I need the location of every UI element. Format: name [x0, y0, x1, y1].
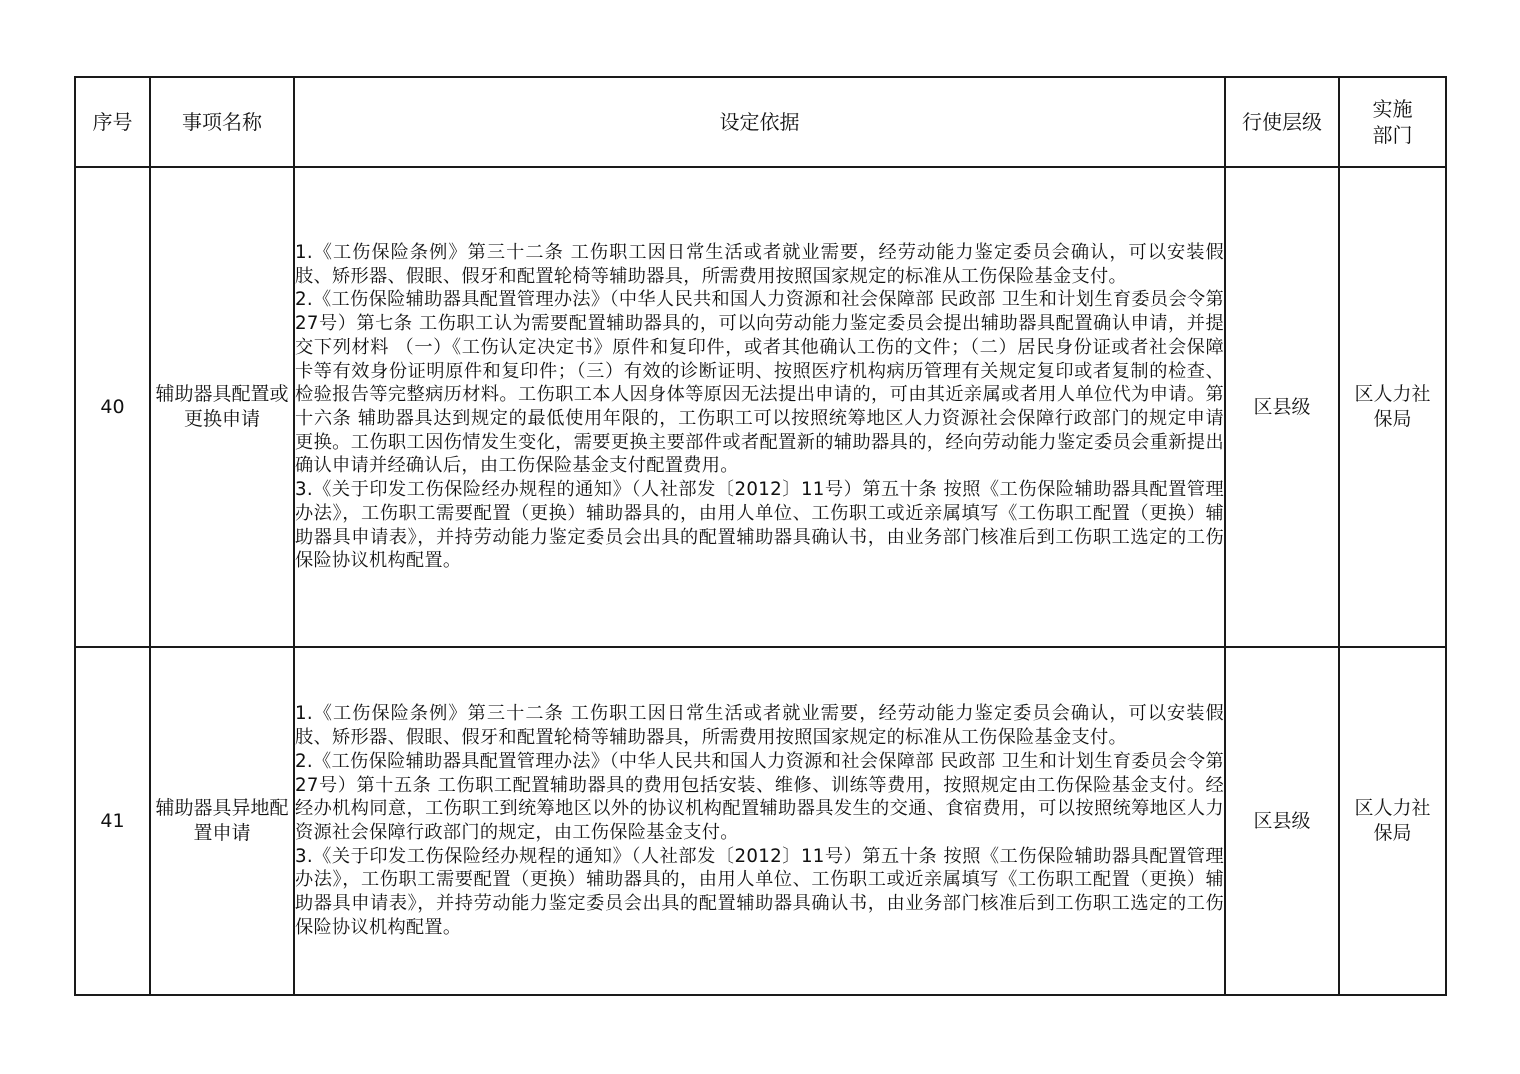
table-row — [75, 647, 1446, 995]
row-index: 40 — [75, 167, 150, 647]
row-basis — [294, 647, 1225, 995]
header-index: 序号 — [75, 77, 150, 167]
row-dept-text: 区人力社保局 — [1354, 797, 1431, 844]
header-dept: 实施 部门 — [1339, 77, 1446, 167]
row-dept — [1339, 167, 1446, 647]
header-name: 事项名称 — [150, 77, 294, 167]
basis-paragraph: 3.《关于印发工伤保险经办规程的通知》（人社部发〔2012〕11号）第五十条 按照《工伤保险辅助器具配置管理办法》，工伤职工需要配置（更换）辅助器具的，由用人单位、工伤职工或近亲属填写《工伤职工配置（更换）辅助器具申请表》，并持劳动能力鉴定委员会出具的配置辅助器具确认书，由业务部门核准后到工伤职工选定的工伤保险协议机构配置。 — [295, 479, 1224, 572]
row-index: 41 — [75, 647, 150, 995]
basis-paragraph: 2.《工伤保险辅助器具配置管理办法》（中华人民共和国人力资源和社会保障部 民政部 卫生和计划生育委员会令第27号）第七条 工伤职工认为需要配置辅助器具的，可以向劳动能力鉴定委员会提出辅助器具配置确认申请，并提交下列材料 （一）《工伤认定决定书》原件和复印件，或者其他确认工伤的文件；（二）居民身份证或者社会保障卡等有效身份证明原件和复印件；（三）有效的诊断证明、按照医疗机构病历管理有关规定复印或者复制的检查、检验报告等完整病历材料。工伤职工本人因身体等原因无法提出申请的，可由其近亲属或者用人单位代为申请。第十六条 辅助器具达到规定的最低使用年限的，工伤职工可以按照统筹地区人力资源社会保障行政部门的规定申请更换。工伤职工因伤情发生变化，需要更换主要部件或者配置新的辅助器具的，经向劳动能力鉴定委员会重新提出确认申请并经确认后，由工伤保险基金支付配置费用。 — [295, 289, 1224, 477]
row-name — [150, 167, 294, 647]
row-level: 区县级 — [1225, 167, 1339, 647]
row-dept-text: 区人力社保局 — [1354, 383, 1431, 430]
basis-paragraph: 1.《工伤保险条例》第三十二条 工伤职工因日常生活或者就业需要，经劳动能力鉴定委员会确认，可以安装假肢、矫形器、假眼、假牙和配置轮椅等辅助器具，所需费用按照国家规定的标准从工伤保险基金支付。 — [295, 242, 1224, 287]
row-name-text: 辅助器具配置或更换申请 — [155, 383, 289, 430]
row-level: 区县级 — [1225, 647, 1339, 995]
table-row — [75, 167, 1446, 647]
basis-paragraph: 2.《工伤保险辅助器具配置管理办法》（中华人民共和国人力资源和社会保障部 民政部 卫生和计划生育委员会令第27号）第十五条 工伤职工配置辅助器具的费用包括安装、维修、训练等费用，按照规定由工伤保险基金支付。经经办机构同意，工伤职工到统筹地区以外的协议机构配置辅助器具发生的交通、食宿费用，可以按照统筹地区人力资源社会保障行政部门的规定，由工伤保险基金支付。 — [295, 750, 1224, 843]
basis-paragraph: 3.《关于印发工伤保险经办规程的通知》（人社部发〔2012〕11号）第五十条 按照《工伤保险辅助器具配置管理办法》，工伤职工需要配置（更换）辅助器具的，由用人单位、工伤职工或近亲属填写《工伤职工配置（更换）辅助器具申请表》，并持劳动能力鉴定委员会出具的配置辅助器具确认书，由业务部门核准后到工伤职工选定的工伤保险协议机构配置。 — [295, 845, 1224, 938]
header-basis: 设定依据 — [294, 77, 1225, 167]
header-level: 行使层级 — [1225, 77, 1339, 167]
basis-paragraph: 1.《工伤保险条例》第三十二条 工伤职工因日常生活或者就业需要，经劳动能力鉴定委员会确认，可以安装假肢、矫形器、假眼、假牙和配置轮椅等辅助器具，所需费用按照国家规定的标准从工伤保险基金支付。 — [295, 703, 1224, 749]
matters-table — [74, 76, 1447, 996]
row-basis — [294, 167, 1225, 647]
row-dept — [1339, 647, 1446, 995]
row-name-text: 辅助器具异地配置申请 — [155, 797, 289, 844]
row-name — [150, 647, 294, 995]
header-row — [75, 77, 1446, 167]
